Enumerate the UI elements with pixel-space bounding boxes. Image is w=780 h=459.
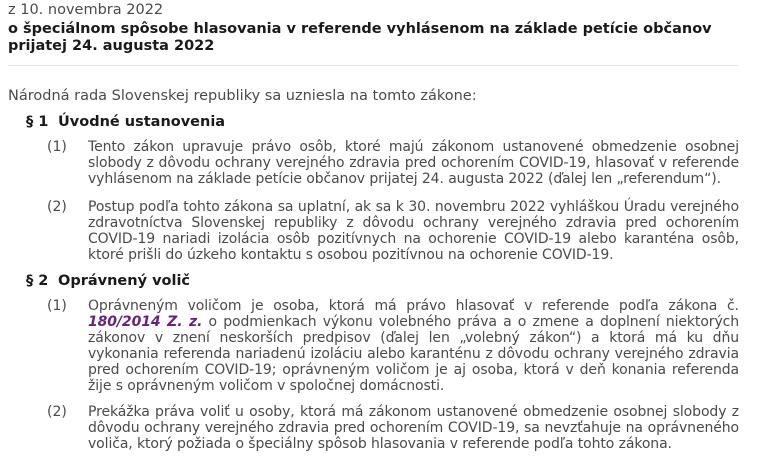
paragraph-number: (1)	[47, 139, 67, 155]
section-title: Úvodné ustanovenia	[58, 114, 226, 130]
paragraph-number: (1)	[47, 298, 67, 314]
paragraph-number: (2)	[47, 404, 67, 420]
paragraph-text-after-link: o podmienkach výkonu volebného práva a o zmene a doplnení niektorých zákonov v znení neskorších predpisov (ďalej len „volebný zákon“) a ktorá má ku dňu vykonania referenda nariadenú izoláciu alebo karanténu z dôvodu ochrany verejného zdravia pred ochorením COVID-19; oprávneným voličom je aj osoba, ktorá v deň konania referenda žije s oprávneným voličom v spoločnej domácnosti.	[88, 314, 739, 394]
section-number: § 1	[26, 114, 49, 130]
section-number: § 2	[26, 273, 49, 289]
law-title: o špeciálnom spôsobe hlasovania v referende vyhlásenom na základe petície občanov prijatej 24. augusta 2022	[8, 21, 712, 54]
paragraph-text-before-link: Oprávneným voličom je osoba, ktorá má právo hlasovať v referende podľa zákona č.	[88, 298, 739, 314]
header-divider	[8, 65, 738, 66]
enacting-clause: Národná rada Slovenskej republiky sa uzniesla na tomto zákone:	[8, 88, 477, 104]
paragraph-text: Postup podľa tohto zákona sa uplatní, ak sa k 30. novembru 2022 vyhláškou Úradu verejného zdravotníctva Slovenskej republiky z dôvodu ochrany verejného zdravia pred ochorením COVID-19 nariadi izolácia osôb pozitívnych na ochorenie COVID-19 alebo karanténa osôb, ktoré prišli do úzkeho kontaktu s osobou pozitívnou na ochorenie COVID-19.	[88, 199, 739, 263]
law-date: z 10. novembra 2022	[8, 2, 164, 18]
section-heading-1	[26, 114, 225, 130]
section-title: Oprávnený volič	[58, 273, 191, 289]
paragraph-text	[88, 298, 739, 394]
paragraph-text: Prekážka práva voliť u osoby, ktorá má zákonom ustanovené obmedzenie osobnej slobody z dôvodu ochrany verejného zdravia pred ochorením COVID-19, sa nevzťahuje na oprávneného voliča, ktorý požiada o špeciálny spôsob hlasovania v referende podľa tohto zákona.	[88, 404, 739, 452]
section-heading-2	[26, 273, 190, 289]
law-reference-link[interactable]: 180/2014 Z. z.	[88, 314, 203, 330]
paragraph-number: (2)	[47, 199, 67, 215]
paragraph-text: Tento zákon upravuje právo osôb, ktoré majú zákonom ustanovené obmedzenie osobnej slobody z dôvodu ochrany verejného zdravia pred ochorením COVID-19, hlasovať v referende vyhlásenom na základe petície občanov prijatej 24. augusta 2022 (ďalej len „referendum“).	[88, 139, 739, 187]
